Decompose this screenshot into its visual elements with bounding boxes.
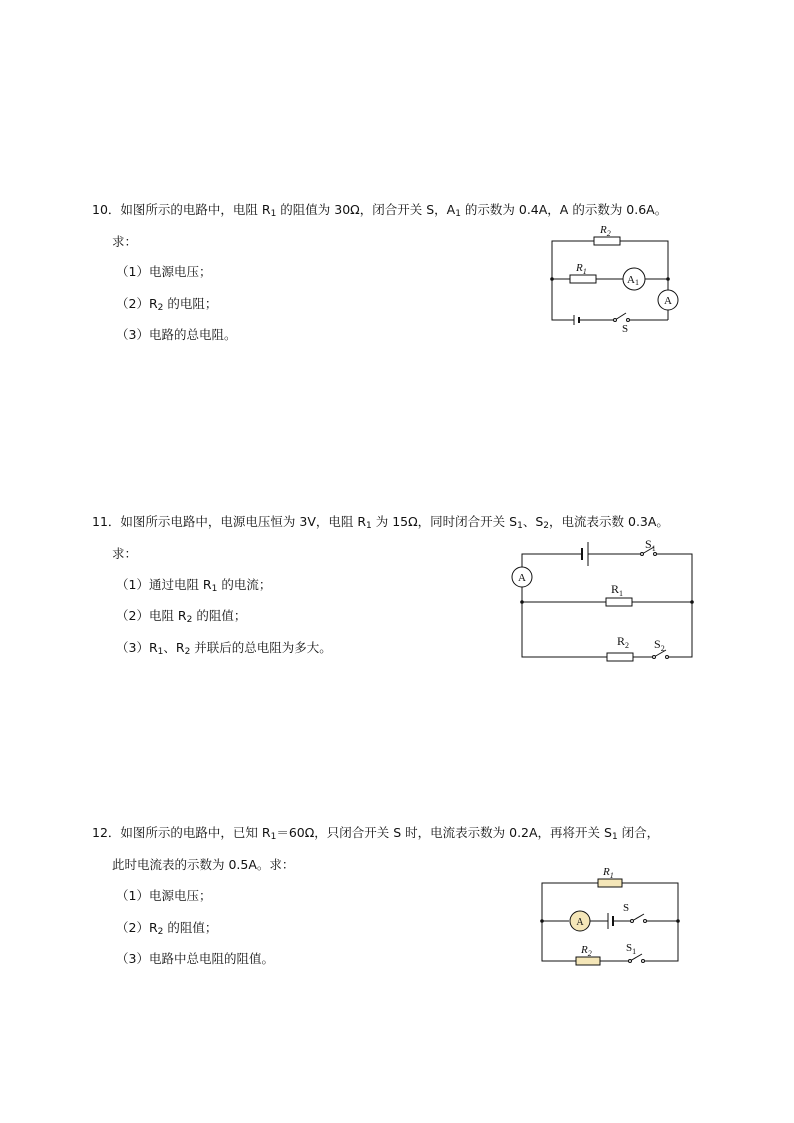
text-segment: （1）电源电压； [116,264,212,279]
svg-text:A1: A1 [627,274,639,287]
resistor-r2 [607,653,633,661]
svg-text:R2: $R_2$ [600,224,611,238]
subscript: 2 [157,927,164,937]
subscript: 2 [157,303,164,313]
text-segment: 的阻值为 30Ω，闭合开关 S，A [276,202,456,217]
problem-11-question-2 [116,608,246,628]
text-segment: 的示数为 0.4A，A 的示数为 0.6A。 [460,202,668,217]
text-segment: 如图所示的电路中，电阻 R [120,202,271,217]
problem-12-stem-line-1 [92,825,659,845]
text-segment: 并联后的总电阻为多大。 [190,640,332,655]
text-segment: ＝60Ω，只闭合开关 S 时，电流表示数为 0.2A，再将开关 S [276,825,612,840]
problem-10-question-2 [116,296,217,316]
text-segment: 、S [522,514,544,529]
resistor-r2 [576,957,600,965]
text-segment: 如图所示电路中，电源电压恒为 3V，电阻 R [120,514,367,529]
problem-10-question-3 [116,327,236,343]
text-segment: （1）电源电压； [116,888,212,903]
svg-text:S2: $S_2$ [654,637,665,653]
text-segment: 的阻值； [192,608,247,623]
svg-text:R2: $R_2$ [581,944,592,958]
text-segment: 闭合， [617,825,660,840]
svg-text:S: S [622,323,629,335]
svg-text:R1: $R_1$ [603,866,614,880]
problem-11-stem-line-2 [112,546,137,562]
subscript: 1 [366,521,372,531]
svg-text:R1: $R_1$ [576,262,587,276]
resistor-r2 [594,237,620,245]
text-segment: （2）R [116,296,158,311]
subscript: 1 [517,521,523,531]
problem-11-stem-line-1 [92,514,669,534]
problem-11-question-3 [116,640,332,660]
text-segment: ，电流表示数 0.3A。 [549,514,669,529]
text-segment: 的电阻； [163,296,218,311]
switch-s-blade [632,914,644,921]
svg-text:A: A [664,295,672,307]
subscript: 2 [184,647,191,657]
subscript: 1 [455,209,461,219]
text-segment: 的电流； [217,577,272,592]
subscript: 1 [157,647,164,657]
resistor-r1 [598,879,622,887]
text-segment: （1）通过电阻 R [116,577,212,592]
text-segment: （3）电路的总电阻。 [116,327,237,342]
problem-12-circuit-diagram [532,858,692,970]
svg-text:R2: $R_2$ [617,634,630,650]
text-segment: 为 15Ω，同时闭合开关 S [371,514,518,529]
subscript: 1 [270,832,277,842]
resistor-r1 [606,598,632,606]
problem-11-question-1 [116,577,271,597]
subscript: 1 [270,209,277,219]
problem-10-circuit-diagram [540,220,690,340]
problem-10-stem-line-1 [92,202,667,222]
problem-12-question-3 [116,951,274,967]
subscript: 1 [611,832,618,842]
text-segment: 求： [112,234,138,249]
svg-text:A: A [518,572,526,584]
problem-12-stem-line-2 [112,857,294,873]
problem-10-question-1 [116,264,211,280]
svg-text:A: A [576,917,584,928]
resistor-r1 [570,275,596,283]
svg-text:S: S [623,902,630,914]
text-segment: 、R [163,640,185,655]
problem-11-circuit-diagram [508,536,700,666]
subscript: 2 [543,521,550,531]
text-segment: 如图所示的电路中，已知 R [120,825,271,840]
text-segment: 此时电流表的示数为 0.5A。求： [112,857,295,872]
problem-11-number: 11． [92,514,121,529]
svg-text:S1: $S_1$ [645,537,656,553]
problem-12-question-1 [116,888,211,904]
text-segment: （2）电阻 R [116,608,187,623]
svg-text:S1: $S_1$ [626,942,637,956]
text-segment: （3）电路中总电阻的阻值。 [116,951,274,966]
problem-10-stem-line-2 [112,234,137,250]
subscript: 2 [186,615,193,625]
problem-12-question-2 [116,920,217,940]
text-segment: （2）R [116,920,158,935]
problem-10-number: 10． [92,202,121,217]
problem-12-number: 12． [92,825,121,840]
text-segment: 求： [112,546,138,561]
subscript: 1 [211,584,218,594]
text-segment: （3）R [116,640,158,655]
svg-text:R1: $R_1$ [611,582,624,598]
text-segment: 的阻值； [163,920,218,935]
